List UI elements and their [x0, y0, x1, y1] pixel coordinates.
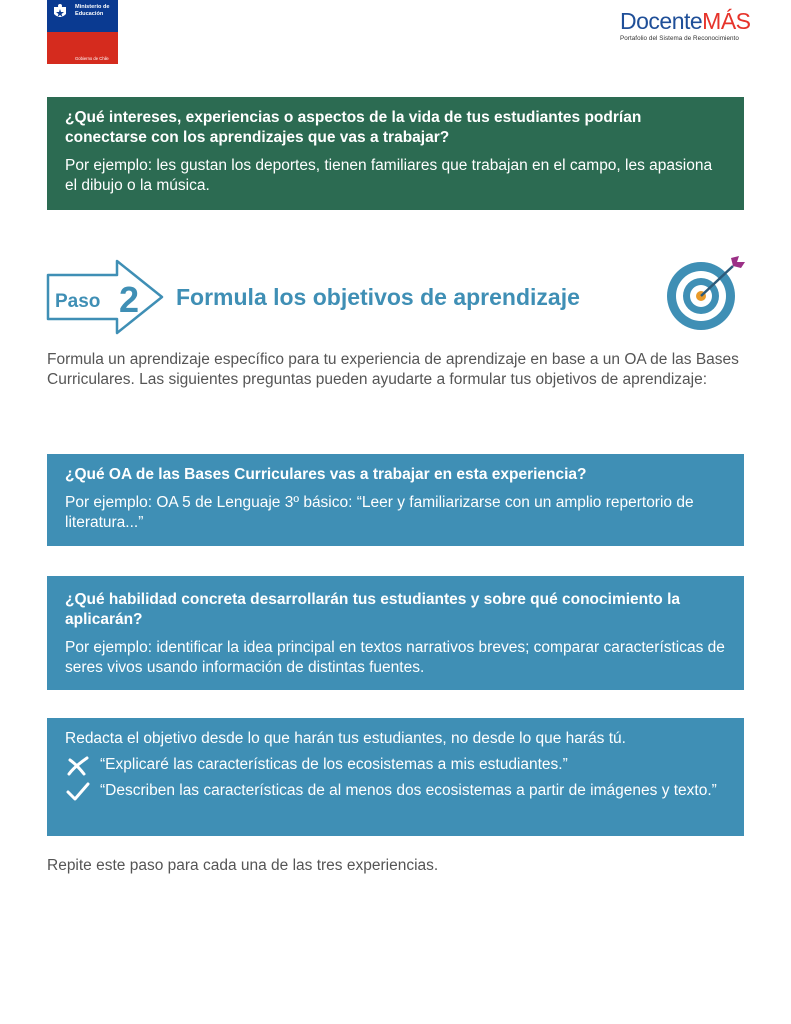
- brand-wordmark: [620, 8, 751, 34]
- wrong-example-text: “Explicaré las características de los ecosistemas a mis estudiantes.”: [100, 756, 568, 773]
- skill-question: ¿Qué habilidad concreta desarrollarán tus estudiantes y sobre qué conocimiento la aplicarán?: [65, 591, 680, 628]
- ministry-logo: [47, 0, 118, 64]
- check-icon: [65, 781, 91, 803]
- interests-example: Por ejemplo: les gustan los deportes, tienen familiares que trabajan en el campo, les apasiona el dibujo o la música.: [65, 157, 713, 194]
- skill-example: Por ejemplo: identificar la idea principal en textos narrativos breves; comparar características de seres vivos usando información de distintas fuentes.: [65, 639, 725, 676]
- right-example-row: [65, 781, 726, 801]
- ministry-name: Ministerio de Educación: [75, 4, 110, 17]
- outro-text: Repite este paso para cada una de las tres experiencias.: [47, 857, 439, 874]
- brand-accent: MÁS: [702, 8, 751, 34]
- government-label: Gobierno de Chile: [75, 56, 109, 61]
- step-arrow-icon: [45, 257, 165, 337]
- brand-main: Docente: [620, 8, 703, 34]
- skill-question-box: [47, 576, 744, 690]
- oa-question-box: [47, 454, 744, 546]
- brand-subtitle: Portafolio del Sistema de Reconocimiento: [620, 35, 739, 42]
- oa-example: Por ejemplo: OA 5 de Lenguaje 3º básico: “Leer y familiarizarse con un amplio repertorio de literatura...”: [65, 494, 694, 531]
- step-label: Paso: [55, 291, 101, 312]
- intro-paragraph: Formula un aprendizaje específico para tu experiencia de aprendizaje en base a un OA de las Bases Curriculares. Las siguientes preguntas pueden ayudarte a formular tus objetivos de aprendizaje:: [47, 351, 739, 388]
- redacta-objective-box: [47, 718, 744, 836]
- step-number: 2: [119, 279, 140, 320]
- wrong-example-row: [65, 755, 726, 775]
- students-interests-box: [47, 97, 744, 210]
- step-title: Formula los objetivos de aprendizaje: [176, 284, 580, 310]
- redacta-lead: Redacta el objetivo desde lo que harán tus estudiantes, no desde lo que harás tú.: [65, 730, 626, 747]
- cross-icon: [65, 755, 91, 777]
- coat-of-arms-icon: [52, 3, 68, 21]
- interests-question: ¿Qué intereses, experiencias o aspectos de la vida de tus estudiantes podrían conectarse con los aprendizajes que vas a trabajar?: [65, 109, 642, 146]
- docentemas-logo: [620, 8, 751, 48]
- target-icon: [661, 256, 747, 332]
- right-example-text: “Describen las características de al menos dos ecosistemas a partir de imágenes y texto.”: [100, 782, 717, 799]
- oa-question: ¿Qué OA de las Bases Curriculares vas a trabajar en esta experiencia?: [65, 466, 587, 483]
